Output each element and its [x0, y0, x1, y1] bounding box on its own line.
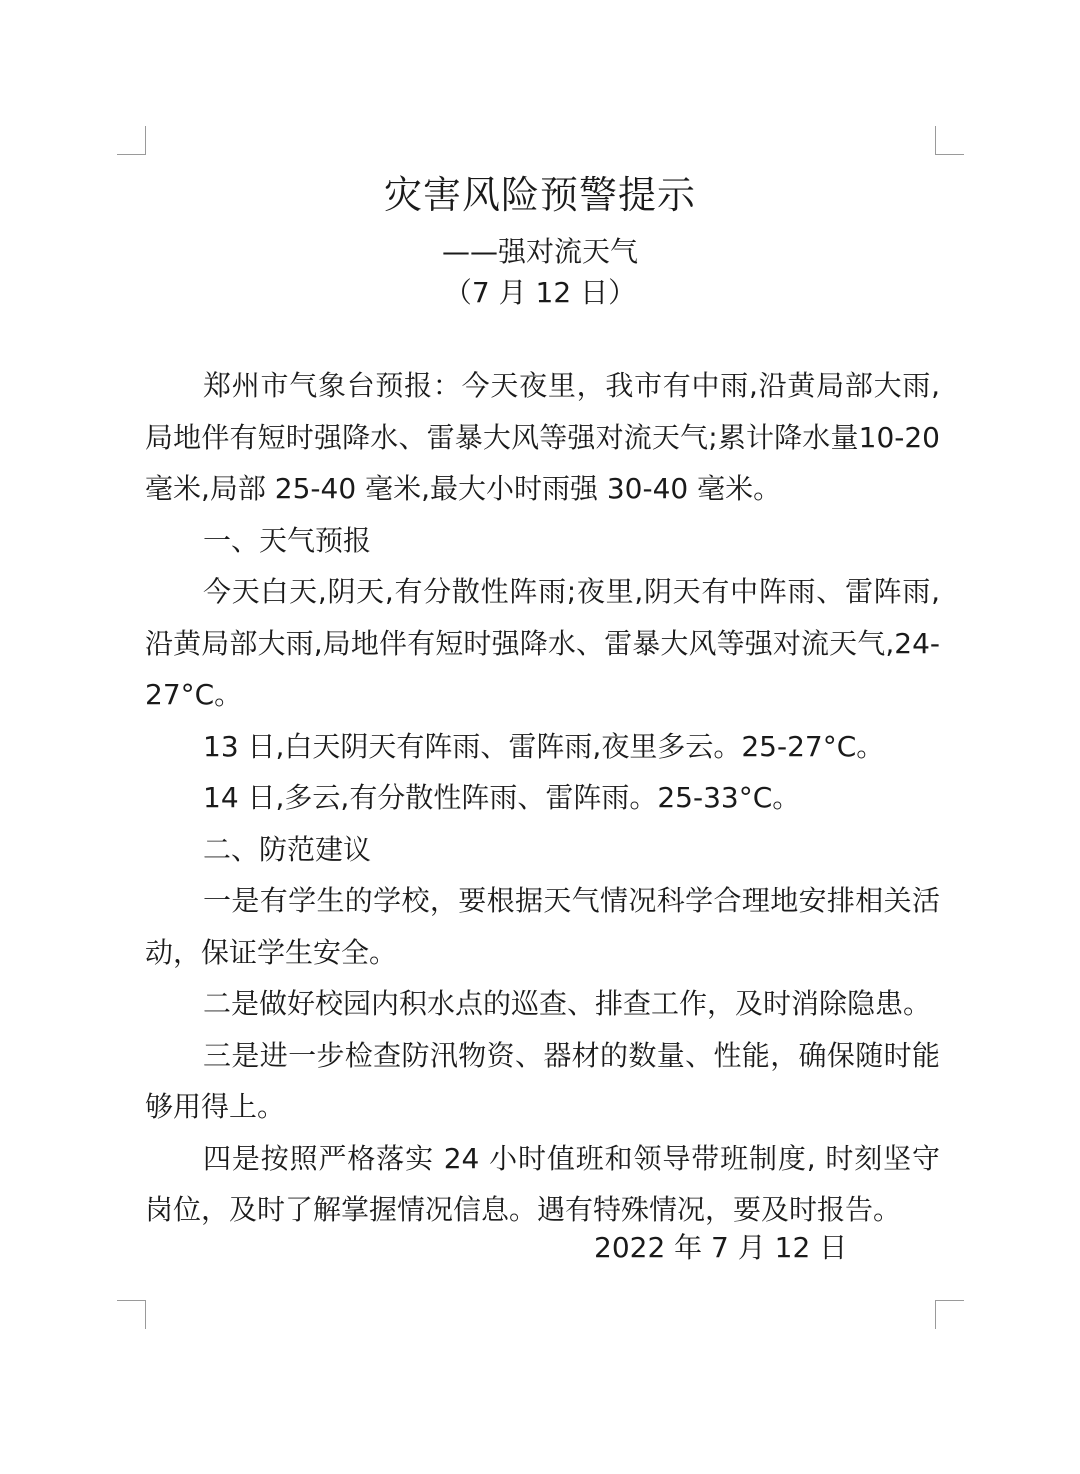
- page-corner-mark-top-right: [935, 126, 964, 155]
- document-subtitle: ——强对流天气: [441, 235, 638, 268]
- document-body: [145, 360, 940, 1236]
- signature-date: 2022 年 7 月 12 日: [594, 1231, 848, 1264]
- page-corner-mark-top-left: [117, 126, 146, 155]
- paragraph-advice-4: 四是按照严格落实 24 小时值班和领导带班制度, 时刻坚守岗位，及时了解掌握情况信息。遇有特殊情况，要及时报告。: [145, 1141, 940, 1226]
- section-heading-weather-forecast: 一、天气预报: [203, 523, 372, 557]
- document-title: 灾害风险预警提示: [383, 173, 696, 217]
- paragraph-advice-2: 二是做好校园内积水点的巡查、排查工作，及时消除隐患。: [203, 987, 932, 1020]
- paragraph-day-14-forecast: 14 日,多云,有分散性阵雨、雷阵雨。25-33°C。: [203, 781, 801, 814]
- paragraph-advice-3: 三是进一步检查防汛物资、器材的数量、性能，确保随时能够用得上。: [145, 1038, 940, 1123]
- paragraph-day-13-forecast: 13 日,白天阴天有阵雨、雷阵雨,夜里多云。25-27°C。: [203, 729, 885, 763]
- paragraph-forecast-summary: 郑州市气象台预报：今天夜里，我市有中雨,沿黄局部大雨,局地伴有短时强降水、雷暴大风等强对流天气;累计降水量10-20 毫米,局部 25-40 毫米,最大小时雨强 30-40 毫米。: [145, 369, 940, 505]
- paragraph-today-forecast: 今天白天,阴天,有分散性阵雨;夜里,阴天有中阵雨、雷阵雨,沿黄局部大雨,局地伴有短时强降水、雷暴大风等强对流天气,24-27°C。: [145, 575, 940, 711]
- section-heading-prevention-advice: 二、防范建议: [203, 832, 372, 866]
- page-corner-mark-bottom-right: [935, 1300, 964, 1329]
- paragraph-advice-1: 一是有学生的学校，要根据天气情况科学合理地安排相关活动，保证学生安全。: [145, 884, 940, 969]
- document-subdate: （7 月 12 日）: [443, 276, 637, 309]
- page-corner-mark-bottom-left: [117, 1300, 146, 1329]
